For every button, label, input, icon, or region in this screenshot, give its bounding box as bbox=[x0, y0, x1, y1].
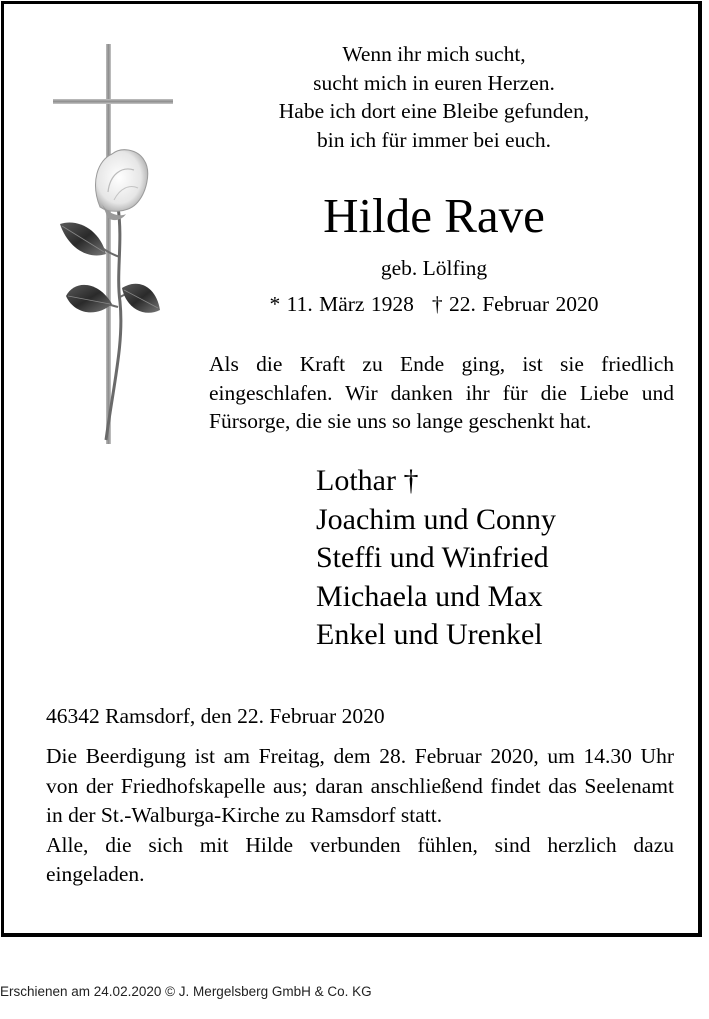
family-member: Enkel und Urenkel bbox=[316, 618, 543, 651]
family-member: Steffi und Winfried bbox=[316, 541, 549, 574]
family-list bbox=[316, 462, 556, 655]
poem-line: Wenn ihr mich sucht, bbox=[342, 42, 526, 66]
obituary-notice bbox=[1, 1, 702, 937]
intro-text: Als die Kraft zu Ende ging, ist sie friedlich eingeschlafen. Wir danken ihr für die Liebe und Fürsorge, die sie uns so lange geschenkt hat. bbox=[209, 352, 674, 433]
family-member: Joachim und Conny bbox=[316, 502, 556, 536]
birth-date: * 11. März 1928 bbox=[269, 292, 414, 316]
family-member: Lothar † bbox=[316, 464, 419, 497]
poem-line: sucht mich in euren Herzen. bbox=[313, 70, 555, 95]
deceased-name: Hilde Rave bbox=[323, 188, 545, 243]
invitation-paragraph: Alle, die sich mit Hilde verbunden fühlen, sind herzlich dazu eingeladen. bbox=[46, 832, 674, 886]
funeral-details bbox=[46, 742, 674, 890]
poem-line: bin ich für immer bei euch. bbox=[316, 127, 552, 152]
death-date: † 22. Februar 2020 bbox=[431, 292, 599, 316]
funeral-paragraph: Die Beerdigung ist am Freitag, dem 28. Februar 2020, um 14.30 Uhr von der Friedhofskapelle aus; daran anschließend findet das Seelenamt in der St.-Walburga-Kirche zu Ramsdorf statt. bbox=[46, 744, 674, 827]
poem-line: Habe ich dort eine Bleibe gefunden, bbox=[278, 99, 590, 123]
poem bbox=[174, 40, 694, 154]
birth-name: geb. Lölfing bbox=[380, 256, 488, 280]
life-dates bbox=[174, 290, 694, 318]
cross-with-rose-icon bbox=[48, 42, 178, 447]
place-and-date: 46342 Ramsdorf, den 22. Februar 2020 bbox=[46, 704, 385, 728]
publication-footer: Erschienen am 24.02.2020 © J. Mergelsberg GmbH & Co. KG bbox=[0, 984, 372, 999]
family-member: Michaela und Max bbox=[316, 579, 543, 613]
